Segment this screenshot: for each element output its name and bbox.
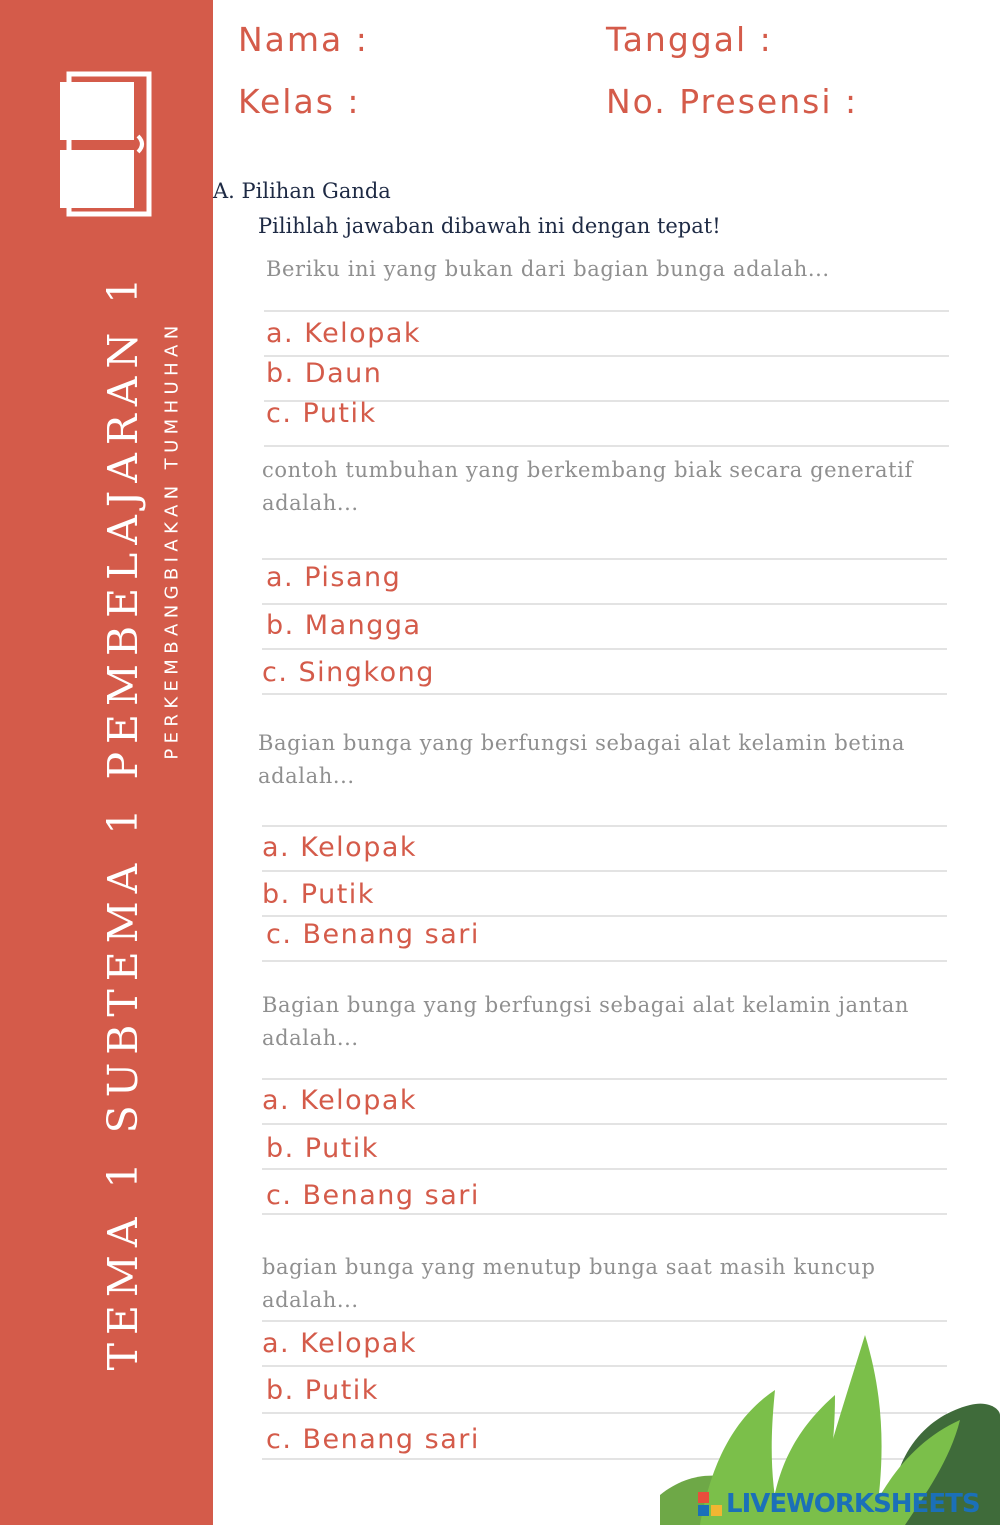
divider [262, 870, 947, 872]
question-2-text: contoh tumbuhan yang berkembang biak secara generatif adalah... [262, 458, 913, 515]
question-1-option-b[interactable]: b. Daun [266, 358, 383, 389]
question-3-option-b[interactable]: b. Putik [262, 879, 375, 910]
sidebar [0, 0, 213, 1525]
presensi-label: No. Presensi : [606, 82, 859, 121]
question-2-option-b[interactable]: b. Mangga [266, 610, 422, 641]
question-1-option-a[interactable]: a. Kelopak [266, 318, 422, 349]
kelas-label: Kelas : [238, 82, 361, 121]
question-5-option-b[interactable]: b. Putik [266, 1375, 379, 1406]
question-5-option-a[interactable]: a. Kelopak [262, 1328, 418, 1359]
divider [262, 1078, 947, 1080]
question-1-text: Beriku ini yang bukan dari bagian bunga adalah... [266, 257, 830, 281]
divider [262, 603, 947, 605]
question-4-text: Bagian bunga yang berfungsi sebagai alat kelamin jantan adalah... [262, 993, 909, 1050]
divider [262, 1213, 947, 1215]
divider [264, 355, 949, 357]
sidebar-title: TEMA 1 SUBTEMA 1 PEMBELAJARAN 1 [99, 269, 147, 1371]
divider [262, 1168, 947, 1170]
watermark-text: LIVEWORKSHEETS [726, 1489, 980, 1519]
divider [262, 915, 947, 917]
question-5-option-c[interactable]: c. Benang sari [266, 1424, 480, 1455]
question-2-option-c[interactable]: c. Singkong [262, 657, 435, 688]
book-icon [56, 70, 152, 220]
divider [262, 648, 947, 650]
question-4-option-b[interactable]: b. Putik [266, 1133, 379, 1164]
divider [262, 558, 947, 560]
tanggal-label: Tanggal : [606, 20, 773, 59]
question-3-option-a[interactable]: a. Kelopak [262, 832, 418, 863]
question-3-text: Bagian bunga yang berfungsi sebagai alat kelamin betina adalah... [258, 731, 906, 788]
question-1-option-c[interactable]: c. Putik [266, 398, 377, 429]
nama-label: Nama : [238, 20, 369, 59]
divider [264, 445, 949, 447]
question-2-option-a[interactable]: a. Pisang [266, 562, 402, 593]
liveworksheets-logo-icon [698, 1492, 722, 1516]
question-4-option-c[interactable]: c. Benang sari [266, 1180, 480, 1211]
question-5-text: bagian bunga yang menutup bunga saat masih kuncup adalah... [262, 1255, 876, 1312]
instruction: Pilihlah jawaban dibawah ini dengan tepat! [258, 214, 721, 238]
divider [262, 693, 947, 695]
divider [264, 310, 949, 312]
sidebar-subtitle: PERKEMBANGBIAKAN TUMHUHAN [161, 320, 183, 760]
divider [262, 825, 947, 827]
section-title: A. Pilihan Ganda [213, 179, 391, 203]
question-3-option-c[interactable]: c. Benang sari [266, 919, 480, 950]
divider [262, 960, 947, 962]
liveworksheets-watermark [698, 1488, 980, 1520]
divider [262, 1123, 947, 1125]
question-4-option-a[interactable]: a. Kelopak [262, 1085, 418, 1116]
